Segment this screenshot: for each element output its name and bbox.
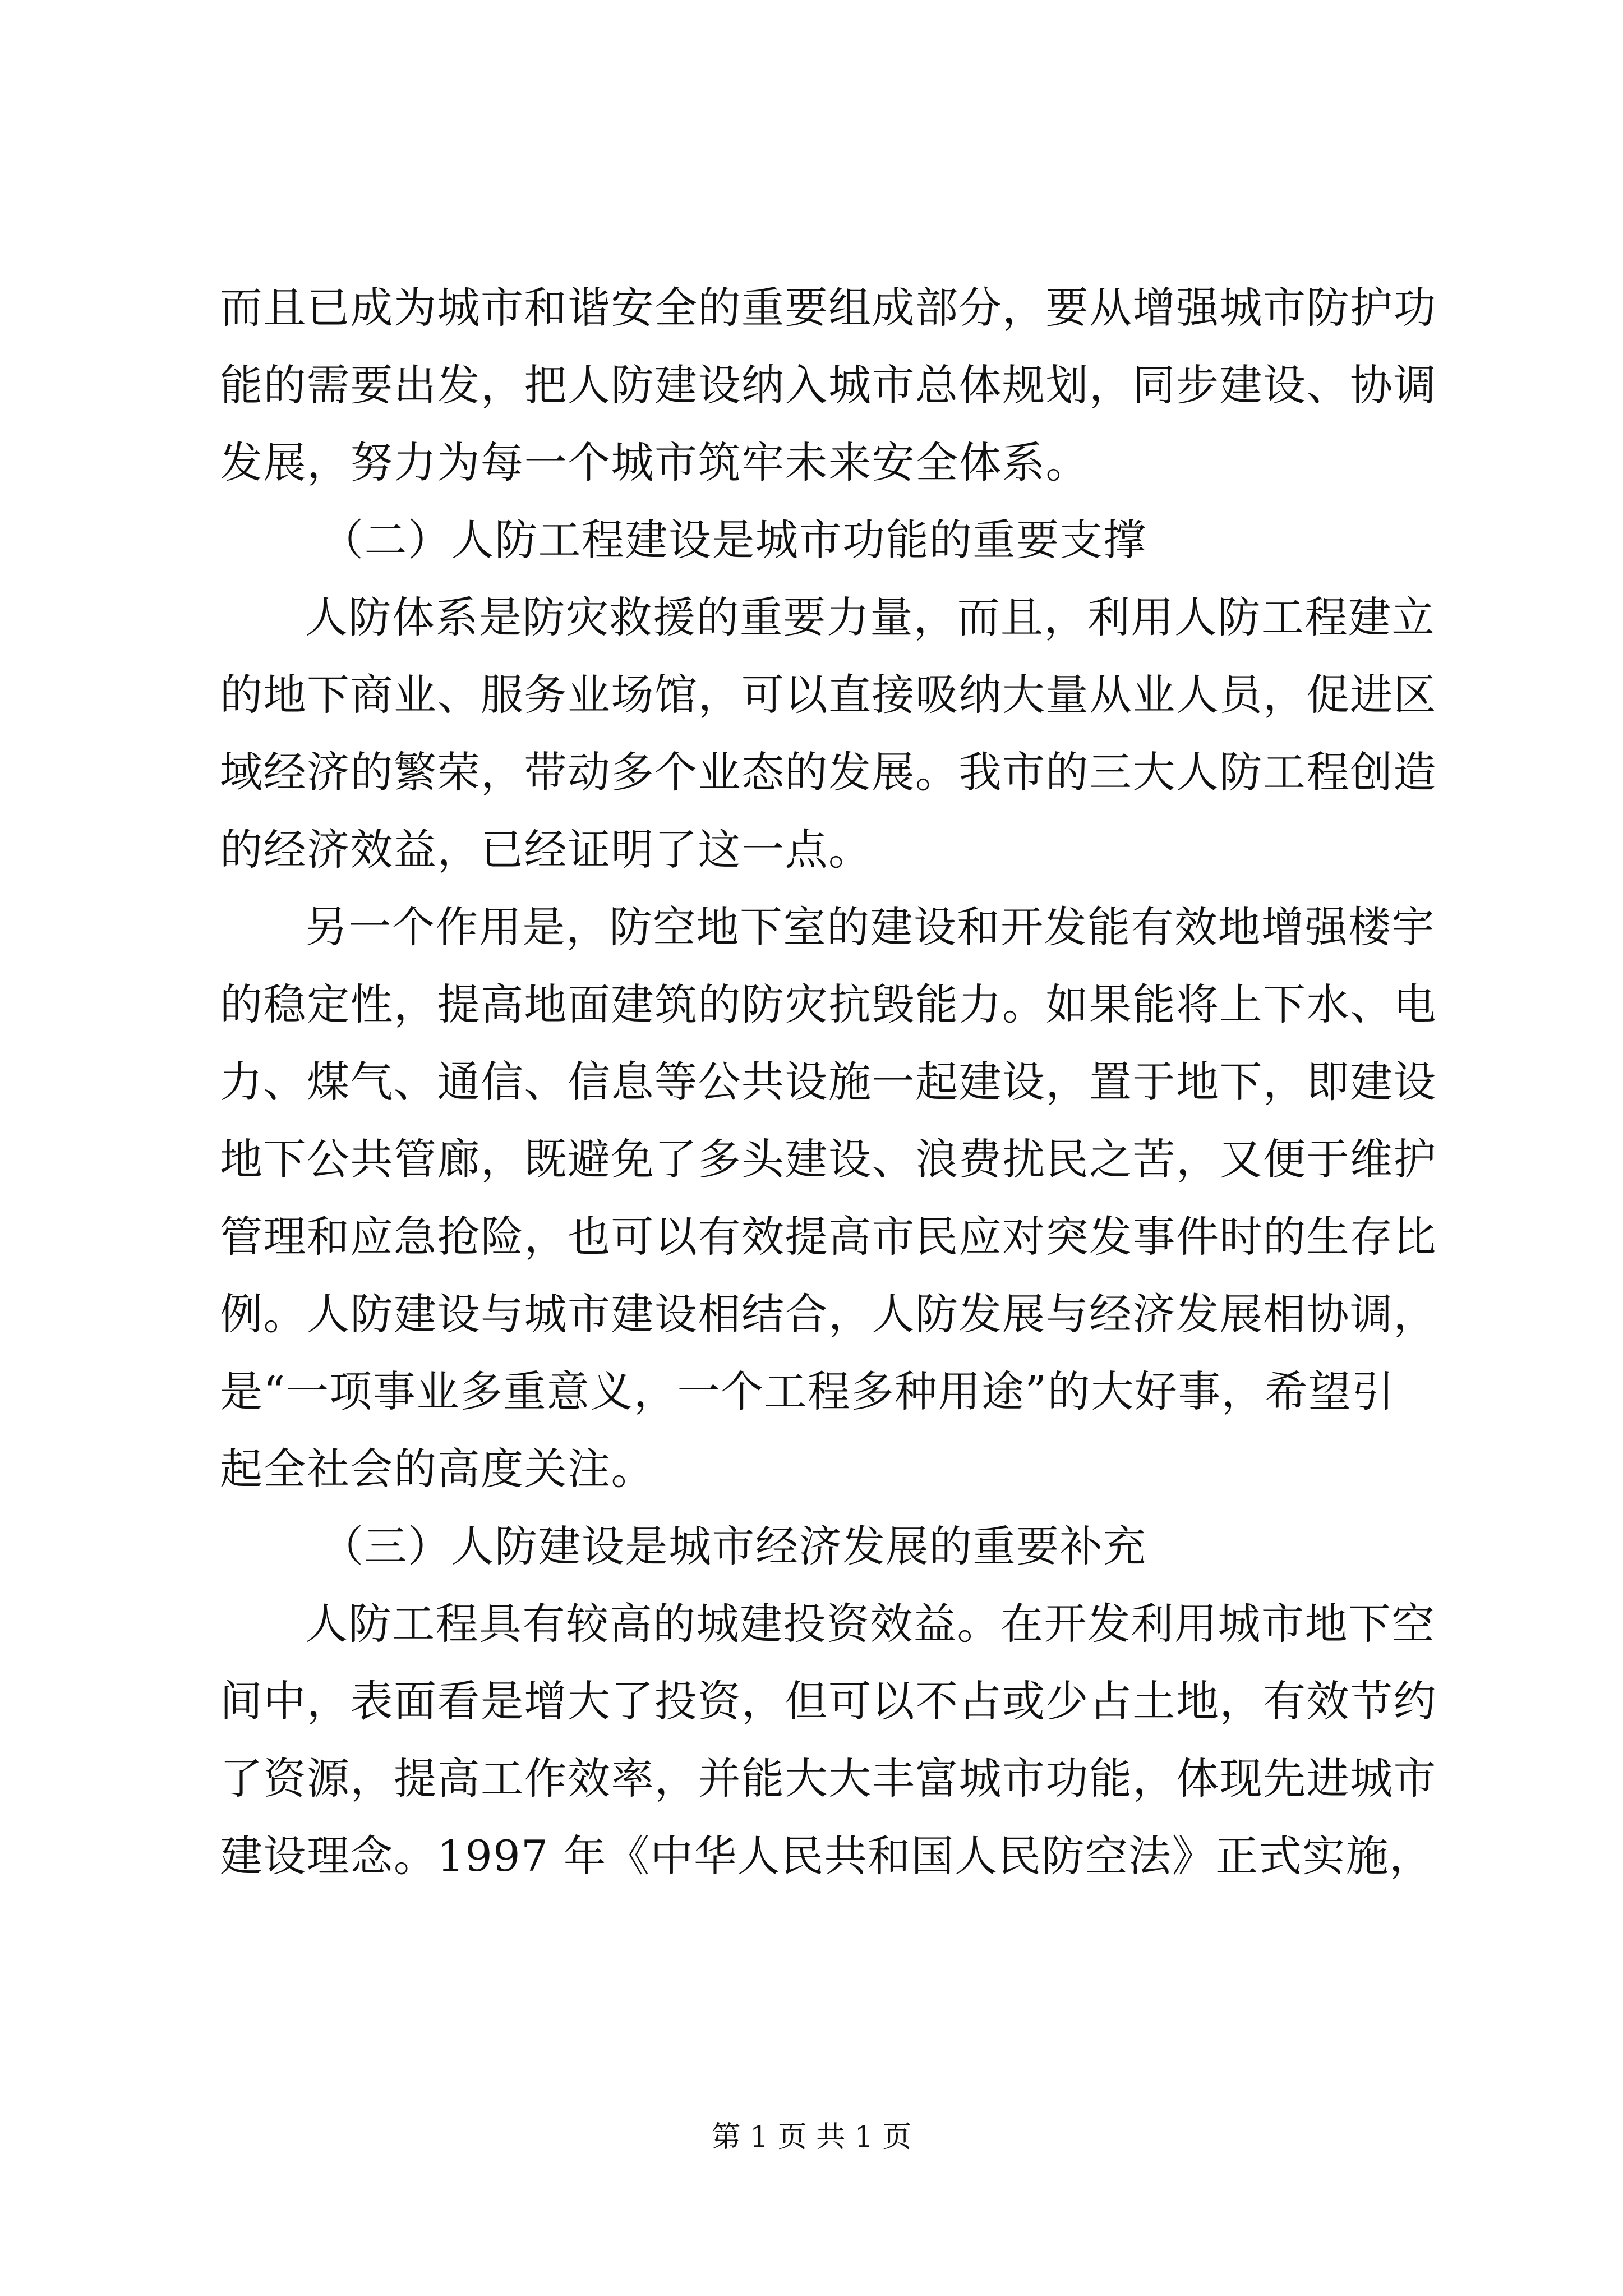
text-line: 间中，表面看是增大了投资，但可以不占或少占土地，有效节约 bbox=[220, 1676, 1437, 1726]
text-line: 能的需要出发，把人防建设纳入城市总体规划，同步建设、协调 bbox=[220, 360, 1437, 410]
text-line: 的经济效益，已经证明了这一点。 bbox=[220, 825, 872, 875]
text-line: 是“一项事业多重意义，一个工程多种用途”的大好事，希望引 bbox=[220, 1366, 1395, 1416]
text-line: 起全社会的高度关注。 bbox=[220, 1444, 654, 1494]
text-line: 的地下商业、服务业场馆，可以直接吸纳大量从业人员，促进区 bbox=[220, 670, 1437, 720]
text-line: 地下公共管廊，既避免了多头建设、浪费扰民之苦，又便于维护 bbox=[220, 1134, 1437, 1184]
page-footer bbox=[0, 2115, 1623, 2160]
text-line: 发展，努力为每一个城市筑牢未来安全体系。 bbox=[220, 438, 1089, 487]
text-line: 管理和应急抢险，也可以有效提高市民应对突发事件时的生存比 bbox=[220, 1212, 1437, 1262]
text-line: 了资源，提高工作效率，并能大大丰富城市功能，体现先进城市 bbox=[220, 1754, 1437, 1803]
section-heading-3: （三）人防建设是城市经济发展的重要补充 bbox=[321, 1521, 1147, 1571]
text-line: 建设理念。1997 年《中华人民共和国人民防空法》正式实施， bbox=[220, 1831, 1433, 1881]
paragraph-start-line: 人防工程具有较高的城建投资效益。在开发利用城市地下空 bbox=[305, 1599, 1435, 1649]
paragraph-start-line: 人防体系是防灾救援的重要力量，而且，利用人防工程建立 bbox=[305, 592, 1435, 642]
text-line: 例。人防建设与城市建设相结合，人防发展与经济发展相协调， bbox=[220, 1289, 1437, 1339]
paragraph-start-line: 另一个作用是，防空地下室的建设和开发能有效地增强楼宇 bbox=[305, 902, 1435, 952]
page-number-label: 第 1 页 共 1 页 bbox=[711, 2120, 912, 2154]
text-line: 而且已成为城市和谐安全的重要组成部分，要从增强城市防护功 bbox=[220, 283, 1437, 333]
section-heading-2: （二）人防工程建设是城市功能的重要支撑 bbox=[321, 515, 1147, 565]
document-body bbox=[220, 269, 1437, 1895]
text-line: 域经济的繁荣，带动多个业态的发展。我市的三大人防工程创造 bbox=[220, 747, 1437, 797]
text-line: 力、煤气、通信、信息等公共设施一起建设，置于地下，即建设 bbox=[220, 1057, 1437, 1107]
text-line: 的稳定性，提高地面建筑的防灾抗毁能力。如果能将上下水、电 bbox=[220, 979, 1437, 1029]
